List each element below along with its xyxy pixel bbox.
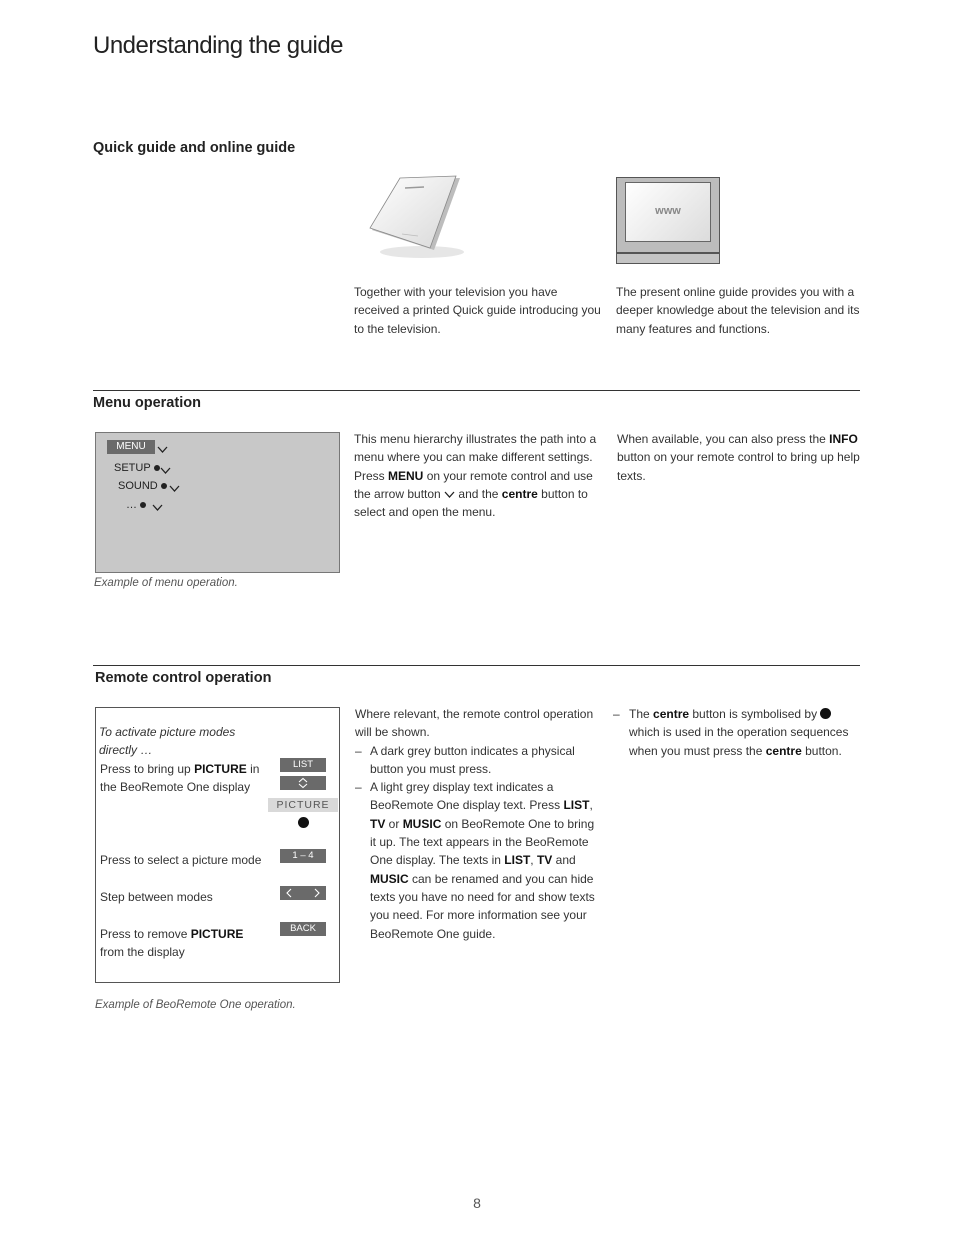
quick-guide-text: Together with your television you have received a printed Quick guide introducing you to the television. bbox=[354, 285, 601, 336]
online-guide-screen-icon bbox=[616, 177, 720, 264]
dark-button-explanation: – A dark grey button indicates a physical button you must press. bbox=[355, 743, 575, 776]
chevron-down-icon bbox=[160, 467, 171, 475]
menu-item-setup bbox=[114, 462, 160, 474]
menu-item-ellipsis-label: … bbox=[126, 499, 137, 511]
picture-display-text: PICTURE bbox=[268, 798, 338, 812]
chevron-down-icon bbox=[444, 491, 455, 499]
remote-example-box bbox=[95, 707, 340, 983]
menu-item-ellipsis bbox=[126, 499, 146, 511]
centre-button-icon bbox=[820, 708, 831, 719]
menu-item-sound-label: SOUND bbox=[118, 480, 158, 492]
remote-intro-text: Where relevant, the remote control operation will be shown. bbox=[355, 707, 594, 740]
menu-button-label: MENU bbox=[107, 440, 155, 454]
menu-caption: Example of menu operation. bbox=[94, 577, 238, 589]
menu-item-setup-label: SETUP bbox=[114, 462, 151, 474]
menu-description: This menu hierarchy illustrates the path into a menu where you can make different settings. Press MENU on your remote control and use the arrow button and the centre button to select and open the menu. bbox=[354, 432, 597, 520]
light-text-explanation: – A light grey display text indicates a BeoRemote One display text. Press LIST, TV or MUSIC on BeoRemote One to bring it up. The text appears in the BeoRemote One display. The texts in LIST, TV and MUSIC can be renamed and you can hide texts you have no need for and show texts you need. For more information see your BeoRemote One guide. bbox=[355, 780, 595, 941]
chevron-down-icon bbox=[152, 504, 163, 512]
chevron-down-icon bbox=[169, 485, 180, 493]
centre-dot-icon bbox=[154, 465, 160, 471]
chevron-down-icon bbox=[157, 446, 168, 454]
menu-info-text: When available, you can also press the INFO button on your remote control to bring up help texts. bbox=[617, 432, 860, 483]
section-divider bbox=[93, 665, 860, 666]
quick-guide-leaflet-icon bbox=[362, 172, 474, 264]
page-number: 8 bbox=[473, 1195, 481, 1211]
remote-row-select-mode: Press to select a picture mode bbox=[100, 853, 262, 867]
remote-caption: Example of BeoRemote One operation. bbox=[95, 999, 296, 1011]
centre-button-explanation: – The centre button is symbolised by which is used in the operation sequences when you must press the centre button. bbox=[613, 707, 849, 758]
quick-guide-heading: Quick guide and online guide bbox=[93, 140, 296, 156]
online-guide-text: The present online guide provides you with a deeper knowledge about the television and its many features and functions. bbox=[616, 285, 860, 336]
menu-example-box bbox=[95, 432, 340, 573]
remote-operation-heading: Remote control operation bbox=[95, 670, 272, 686]
centre-button-icon bbox=[298, 817, 309, 828]
centre-dot-icon bbox=[161, 483, 167, 489]
remote-description bbox=[355, 705, 603, 943]
number-range-button: 1 – 4 bbox=[280, 849, 326, 863]
www-label: www bbox=[655, 205, 681, 217]
menu-operation-heading: Menu operation bbox=[93, 395, 201, 411]
page-title: Understanding the guide bbox=[93, 32, 344, 59]
remote-row-bring-up: Press to bring up PICTURE in the BeoRemote One display bbox=[100, 762, 260, 794]
list-button: LIST bbox=[280, 758, 326, 772]
up-down-arrow-button bbox=[280, 776, 326, 790]
remote-box-intro: To activate picture modes directly … bbox=[99, 725, 236, 757]
centre-dot-icon bbox=[140, 502, 146, 508]
menu-item-sound bbox=[118, 480, 167, 492]
back-button: BACK bbox=[280, 922, 326, 936]
section-divider bbox=[93, 390, 860, 391]
remote-row-step-modes: Step between modes bbox=[100, 890, 213, 904]
remote-row-remove-picture: Press to remove PICTURE from the display bbox=[100, 927, 244, 959]
left-right-arrow-button bbox=[280, 886, 326, 900]
